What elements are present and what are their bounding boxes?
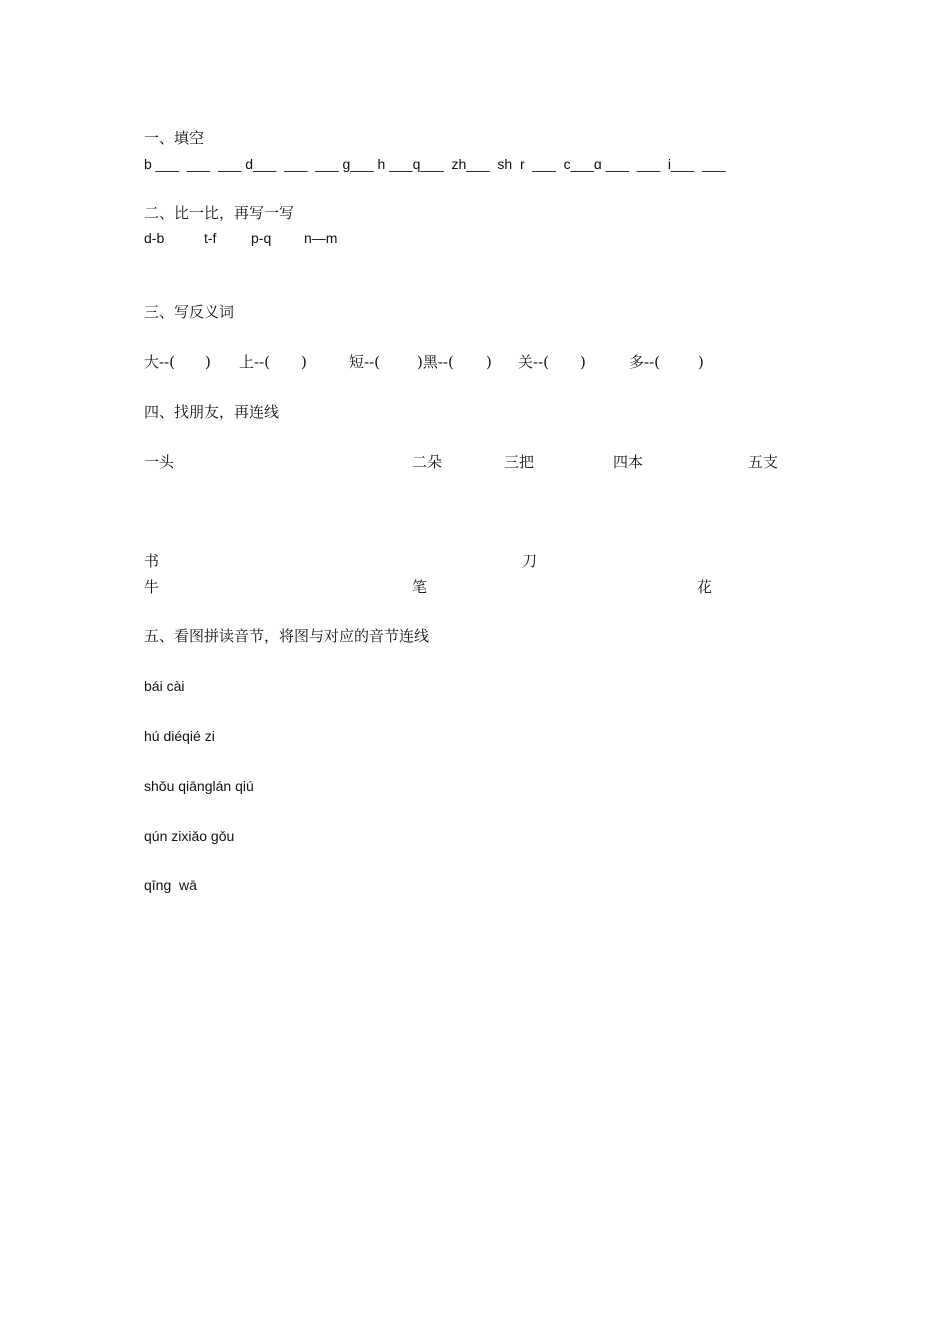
pinyin-line-2: hú diéqié zi <box>144 728 215 744</box>
section1-title: 一、填空 <box>144 129 205 147</box>
compare-pair-4: n—m <box>304 230 338 246</box>
fill-blank-line: b ___ ___ ___ d___ ___ ___ g___ h ___q___ zh___ sh r ___ c___ɑ ___ ___ i___ ___ <box>144 156 726 172</box>
measure-word-3: 三把 <box>504 453 535 471</box>
compare-pair-2: t-f <box>204 230 217 246</box>
antonym-item-8: 关--( <box>518 353 549 371</box>
noun-book: 书 <box>144 552 160 570</box>
antonym-item-4: ) <box>301 353 307 371</box>
antonym-item-7: ) <box>486 353 492 371</box>
pinyin-line-1: bái cài <box>144 678 185 694</box>
antonym-item-9: ) <box>580 353 586 371</box>
noun-cow: 牛 <box>144 578 160 596</box>
noun-knife: 刀 <box>522 552 538 570</box>
compare-pair-1: d-b <box>144 230 165 246</box>
section4-title: 四、找朋友，再连线 <box>144 403 280 421</box>
section3-title: 三、写反义词 <box>144 303 235 321</box>
antonym-item-6: )黑--( <box>417 353 454 371</box>
noun-flower: 花 <box>697 578 713 596</box>
antonym-item-10: 多--( <box>629 353 660 371</box>
section5-title: 五、看图拼读音节，将图与对应的音节连线 <box>144 627 430 645</box>
antonym-item-5: 短--( <box>349 353 380 371</box>
antonym-item-1: 大--( <box>144 353 175 371</box>
section2-title: 二、比一比，再写一写 <box>144 204 295 222</box>
antonym-item-11: ) <box>698 353 704 371</box>
noun-pen: 笔 <box>412 578 428 596</box>
measure-word-2: 二朵 <box>412 453 443 471</box>
pinyin-line-5: qīng wā <box>144 877 197 893</box>
compare-pair-3: p-q <box>251 230 272 246</box>
antonym-item-2: ) <box>205 353 211 371</box>
measure-word-5: 五支 <box>748 453 779 471</box>
pinyin-line-3: shǒu qiānglán qiú <box>144 778 254 794</box>
antonym-item-3: 上--( <box>239 353 270 371</box>
measure-word-1: 一头 <box>144 453 175 471</box>
pinyin-line-4: qún zixiǎo gǒu <box>144 828 235 844</box>
measure-word-4: 四本 <box>613 453 644 471</box>
